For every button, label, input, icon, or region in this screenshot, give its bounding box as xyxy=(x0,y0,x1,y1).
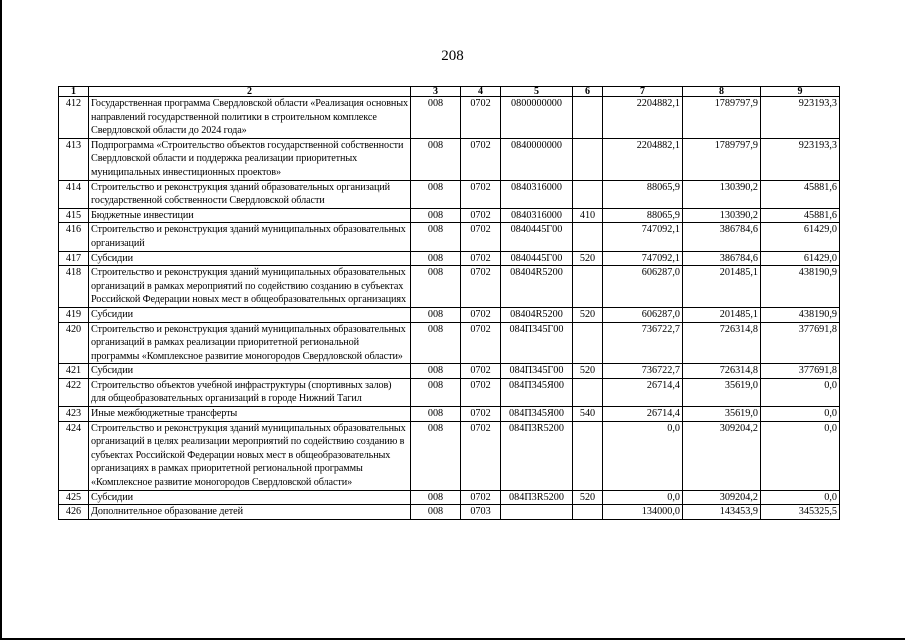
table-row xyxy=(59,208,840,223)
target-article-code: 0840316000 xyxy=(501,208,573,223)
row-description: Субсидии xyxy=(89,251,411,266)
row-description: Строительство объектов учебной инфраструктуры (спортивных залов) для общеобразовательных организаций в городе Нижний Тагил xyxy=(89,378,411,406)
header-cell: 4 xyxy=(461,87,501,97)
header-row xyxy=(59,87,840,97)
amount-col8: 726314,8 xyxy=(683,364,761,379)
row-number: 412 xyxy=(59,97,89,139)
table-row xyxy=(59,307,840,322)
amount-col8: 1789797,9 xyxy=(683,97,761,139)
section-code: 0702 xyxy=(461,307,501,322)
amount-col9: 45881,6 xyxy=(761,180,840,208)
row-description: Государственная программа Свердловской области «Реализация основных направлений государственной политики в строительном комплексе Свердловской области до 2024 года» xyxy=(89,97,411,139)
header-cell: 5 xyxy=(501,87,573,97)
amount-col7: 736722,7 xyxy=(603,322,683,364)
target-article-code: 0840445Г00 xyxy=(501,251,573,266)
amount-col9: 61429,0 xyxy=(761,251,840,266)
amount-col8: 201485,1 xyxy=(683,307,761,322)
amount-col7: 736722,7 xyxy=(603,364,683,379)
row-number: 414 xyxy=(59,180,89,208)
expense-type-code xyxy=(573,180,603,208)
row-number: 423 xyxy=(59,407,89,422)
row-description: Бюджетные инвестиции xyxy=(89,208,411,223)
target-article-code: 08404R5200 xyxy=(501,266,573,308)
amount-col7: 606287,0 xyxy=(603,307,683,322)
expense-type-code xyxy=(573,322,603,364)
expense-type-code: 540 xyxy=(573,407,603,422)
table-row xyxy=(59,505,840,520)
table-row xyxy=(59,421,840,490)
row-number: 415 xyxy=(59,208,89,223)
amount-col9: 0,0 xyxy=(761,407,840,422)
table-row xyxy=(59,266,840,308)
row-description: Строительство и реконструкция зданий образовательных организаций государственной собственности Свердловской области xyxy=(89,180,411,208)
row-number: 422 xyxy=(59,378,89,406)
table-row xyxy=(59,251,840,266)
amount-col8: 386784,6 xyxy=(683,251,761,266)
amount-col9: 0,0 xyxy=(761,490,840,505)
expense-type-code xyxy=(573,505,603,520)
row-description: Субсидии xyxy=(89,307,411,322)
amount-col7: 88065,9 xyxy=(603,208,683,223)
target-article-code: 0840316000 xyxy=(501,180,573,208)
row-description: Иные межбюджетные трансферты xyxy=(89,407,411,422)
row-description: Строительство и реконструкция зданий муниципальных образовательных организаций в рамках реализации приоритетной региональной программы «Комплексное развитие моногородов Свердловской области» xyxy=(89,322,411,364)
ministry-code: 008 xyxy=(411,407,461,422)
expense-type-code: 520 xyxy=(573,364,603,379)
amount-col9: 438190,9 xyxy=(761,266,840,308)
table-row xyxy=(59,378,840,406)
amount-col7: 2204882,1 xyxy=(603,97,683,139)
amount-col8: 309204,2 xyxy=(683,421,761,490)
expense-type-code xyxy=(573,378,603,406)
table-row xyxy=(59,97,840,139)
ministry-code: 008 xyxy=(411,322,461,364)
amount-col8: 35619,0 xyxy=(683,407,761,422)
row-number: 426 xyxy=(59,505,89,520)
amount-col7: 26714,4 xyxy=(603,378,683,406)
target-article-code: 0840445Г00 xyxy=(501,223,573,251)
table-row xyxy=(59,490,840,505)
amount-col9: 923193,3 xyxy=(761,138,840,180)
section-code: 0702 xyxy=(461,266,501,308)
amount-col9: 923193,3 xyxy=(761,97,840,139)
table-row xyxy=(59,180,840,208)
amount-col7: 0,0 xyxy=(603,490,683,505)
ministry-code: 008 xyxy=(411,223,461,251)
ministry-code: 008 xyxy=(411,505,461,520)
expense-type-code xyxy=(573,223,603,251)
table-row xyxy=(59,364,840,379)
section-code: 0702 xyxy=(461,208,501,223)
budget-table xyxy=(58,86,840,520)
ministry-code: 008 xyxy=(411,378,461,406)
section-code: 0702 xyxy=(461,322,501,364)
amount-col7: 88065,9 xyxy=(603,180,683,208)
row-description: Строительство и реконструкция зданий муниципальных образовательных организаций xyxy=(89,223,411,251)
amount-col9: 377691,8 xyxy=(761,322,840,364)
amount-col8: 130390,2 xyxy=(683,180,761,208)
amount-col9: 0,0 xyxy=(761,378,840,406)
amount-col7: 0,0 xyxy=(603,421,683,490)
ministry-code: 008 xyxy=(411,180,461,208)
amount-col9: 377691,8 xyxy=(761,364,840,379)
header-cell: 8 xyxy=(683,87,761,97)
section-code: 0702 xyxy=(461,180,501,208)
header-cell: 3 xyxy=(411,87,461,97)
target-article-code: 084П345Я00 xyxy=(501,407,573,422)
target-article-code: 08404R5200 xyxy=(501,307,573,322)
amount-col7: 134000,0 xyxy=(603,505,683,520)
target-article-code: 0800000000 xyxy=(501,97,573,139)
row-number: 424 xyxy=(59,421,89,490)
ministry-code: 008 xyxy=(411,266,461,308)
ministry-code: 008 xyxy=(411,97,461,139)
amount-col8: 130390,2 xyxy=(683,208,761,223)
ministry-code: 008 xyxy=(411,138,461,180)
row-description: Субсидии xyxy=(89,490,411,505)
target-article-code: 0840000000 xyxy=(501,138,573,180)
section-code: 0702 xyxy=(461,490,501,505)
target-article-code: 084П345Я00 xyxy=(501,378,573,406)
ministry-code: 008 xyxy=(411,421,461,490)
table-row xyxy=(59,407,840,422)
section-code: 0702 xyxy=(461,378,501,406)
amount-col7: 26714,4 xyxy=(603,407,683,422)
ministry-code: 008 xyxy=(411,251,461,266)
amount-col8: 35619,0 xyxy=(683,378,761,406)
row-description: Подпрограмма «Строительство объектов государственной собственности Свердловской области и поддержка реализации приоритетных муниципальных инвестиционных проектов» xyxy=(89,138,411,180)
expense-type-code xyxy=(573,266,603,308)
amount-col9: 438190,9 xyxy=(761,307,840,322)
amount-col8: 1789797,9 xyxy=(683,138,761,180)
page-number: 208 xyxy=(441,48,464,64)
amount-col8: 143453,9 xyxy=(683,505,761,520)
expense-type-code: 520 xyxy=(573,307,603,322)
section-code: 0702 xyxy=(461,251,501,266)
target-article-code: 084П345Г00 xyxy=(501,322,573,364)
row-number: 416 xyxy=(59,223,89,251)
expense-type-code: 410 xyxy=(573,208,603,223)
row-description: Субсидии xyxy=(89,364,411,379)
ministry-code: 008 xyxy=(411,490,461,505)
row-description: Строительство и реконструкция зданий муниципальных образовательных организаций в целях реализации мероприятий по содействию созданию в субъектах Российской Федерации новых мест в общеобразовательных организациях в рамках приоритетной региональной программы «Комплексное развитие моногородов Свердловской области» xyxy=(89,421,411,490)
section-code: 0702 xyxy=(461,138,501,180)
target-article-code: 084П3R5200 xyxy=(501,421,573,490)
expense-type-code xyxy=(573,97,603,139)
expense-type-code xyxy=(573,421,603,490)
amount-col9: 0,0 xyxy=(761,421,840,490)
target-article-code: 084П345Г00 xyxy=(501,364,573,379)
ministry-code: 008 xyxy=(411,364,461,379)
section-code: 0702 xyxy=(461,407,501,422)
expense-type-code: 520 xyxy=(573,490,603,505)
section-code: 0702 xyxy=(461,364,501,379)
header-cell: 2 xyxy=(89,87,411,97)
row-number: 421 xyxy=(59,364,89,379)
row-number: 417 xyxy=(59,251,89,266)
amount-col9: 345325,5 xyxy=(761,505,840,520)
row-description: Строительство и реконструкция зданий муниципальных образовательных организаций в рамках мероприятий по содействию созданию в субъектах Российской Федерации новых мест в общеобразовательных организациях xyxy=(89,266,411,308)
section-code: 0703 xyxy=(461,505,501,520)
header-cell: 1 xyxy=(59,87,89,97)
amount-col7: 747092,1 xyxy=(603,251,683,266)
amount-col8: 201485,1 xyxy=(683,266,761,308)
header-cell: 7 xyxy=(603,87,683,97)
row-number: 419 xyxy=(59,307,89,322)
amount-col9: 61429,0 xyxy=(761,223,840,251)
table-row xyxy=(59,322,840,364)
amount-col9: 45881,6 xyxy=(761,208,840,223)
header-cell: 9 xyxy=(761,87,840,97)
amount-col8: 309204,2 xyxy=(683,490,761,505)
ministry-code: 008 xyxy=(411,307,461,322)
row-number: 418 xyxy=(59,266,89,308)
target-article-code xyxy=(501,505,573,520)
amount-col7: 2204882,1 xyxy=(603,138,683,180)
row-number: 413 xyxy=(59,138,89,180)
table-row xyxy=(59,138,840,180)
amount-col7: 747092,1 xyxy=(603,223,683,251)
header-cell: 6 xyxy=(573,87,603,97)
amount-col8: 386784,6 xyxy=(683,223,761,251)
section-code: 0702 xyxy=(461,223,501,251)
expense-type-code xyxy=(573,138,603,180)
ministry-code: 008 xyxy=(411,208,461,223)
row-number: 420 xyxy=(59,322,89,364)
row-description: Дополнительное образование детей xyxy=(89,505,411,520)
section-code: 0702 xyxy=(461,421,501,490)
target-article-code: 084П3R5200 xyxy=(501,490,573,505)
table-row xyxy=(59,223,840,251)
amount-col7: 606287,0 xyxy=(603,266,683,308)
expense-type-code: 520 xyxy=(573,251,603,266)
section-code: 0702 xyxy=(461,97,501,139)
amount-col8: 726314,8 xyxy=(683,322,761,364)
row-number: 425 xyxy=(59,490,89,505)
